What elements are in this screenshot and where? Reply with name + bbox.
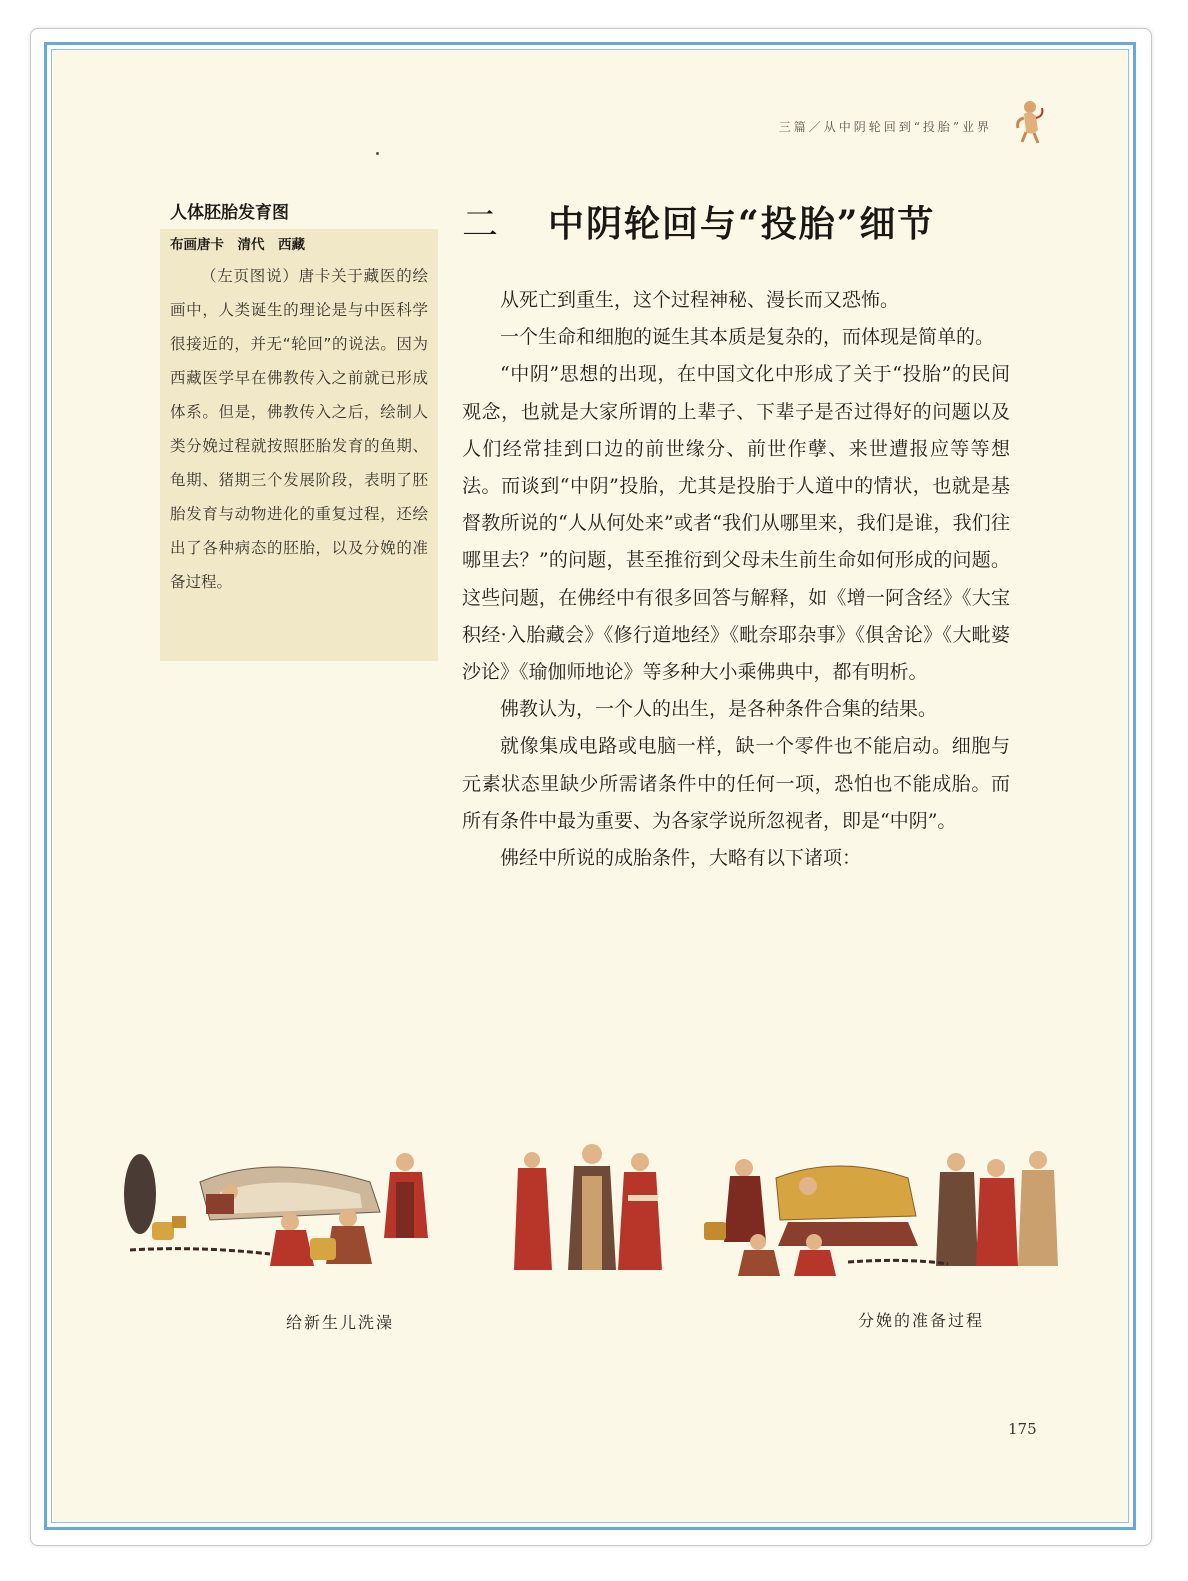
sidebar-paragraph: （左页图说）唐卡关于藏医的绘画中，人类诞生的理论是与中医科学很接近的，并无“轮回”的说法。因为西藏医学早在佛教传入之前就已形成体系。但是，佛教传入之后，绘制人类分娩过程就按照胚胎发育的鱼期、龟期、猪期三个发展阶段，表明了胚胎发育与动物进化的重复过程，还绘出了各种病态的胚胎，以及分娩的准备过程。 [170,267,428,591]
image-caption-sidebar [160,198,438,661]
chapter-heading [462,196,935,247]
sidebar-body [160,257,438,661]
print-dot [376,152,379,155]
paragraph: “中阴”思想的出现，在中国文化中形成了关于“投胎”的民间观念，也就是大家所谓的上辈子、下辈子是否过得好的问题以及人们经常挂到口边的前世缘分、前世作孽、来世遭报应等等想法。而谈到“中阴”投胎，尤其是投胎于人道中的情状，也就是基督教所说的“人从何处来”或者“我们从哪里来，我们是谁，我们往哪里去？”的问题，甚至推衍到父母未生前生命如何形成的问题。这些问题，在佛经中有很多回答与解释，如《增一阿含经》《大宝积经·入胎藏会》《修行道地经》《毗奈耶杂事》《俱舍论》《大毗婆沙论》《瑜伽师地论》等多种大小乘佛典中，都有明析。 [462,363,1010,684]
page-number: 175 [1008,1420,1037,1438]
body-text [462,282,1010,877]
paragraph: 一个生命和细胞的诞生其本质是复杂的，而体现是简单的。 [500,326,995,349]
cherub-ornament-icon [1010,98,1046,146]
paragraph: 佛经中所说的成胎条件，大略有以下诸项： [500,847,862,870]
sidebar-title: 人体胚胎发育图 [170,203,289,223]
caption-right: 分娩的准备过程 [858,1311,985,1330]
chapter-number: 二 [462,204,501,245]
newborn-bathing-painting [110,1142,440,1272]
chapter-title: 中阴轮回与“投胎”细节 [548,203,936,245]
paragraph: 就像集成电路或电脑一样，缺一个零件也不能启动。细胞与元素状态里缺少所需诸条件中的任何一项，恐怕也不能成胎。而所有条件中最为重要、为各家学说所忽视者，即是“中阴”。 [462,735,1010,832]
sidebar-subtitle: 布画唐卡 清代 西藏 [160,229,438,257]
caption-left: 给新生儿洗澡 [286,1313,395,1332]
paragraph: 从死亡到重生，这个过程神秘、漫长而又恐怖。 [500,289,900,311]
childbirth-preparation-painting [508,1138,1062,1284]
paragraph: 佛教认为，一个人的出生，是各种条件合集的结果。 [500,698,938,721]
running-head: 三篇／从中阴轮回到“投胎”业界 [778,120,992,134]
